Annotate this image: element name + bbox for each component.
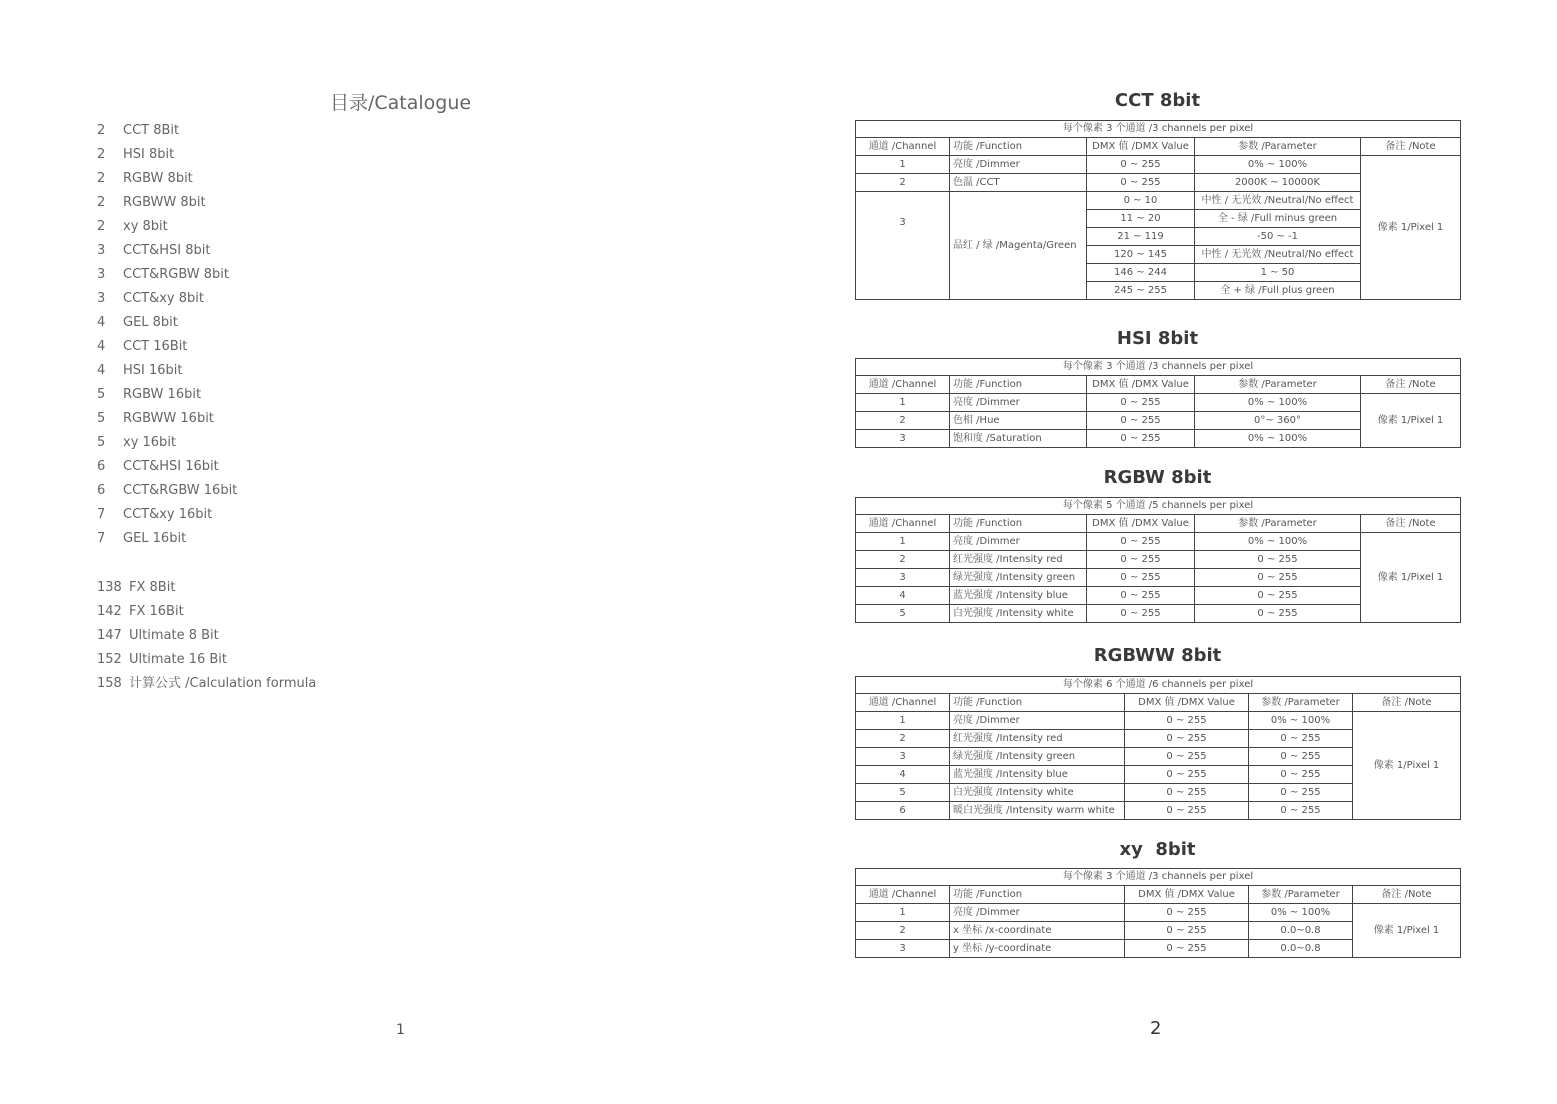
toc-entry[interactable] <box>97 527 237 551</box>
channel-cell: 3 <box>856 192 950 300</box>
parameter-cell: 0% ~ 100% <box>1249 712 1353 730</box>
function-cell: 饱和度 /Saturation <box>950 430 1087 448</box>
xy-8bit-table <box>855 868 1461 958</box>
parameter-cell: 0 ~ 255 <box>1195 569 1361 587</box>
toc-label: RGBWW 16bit <box>123 411 214 426</box>
dmx-cell: 0 ~ 255 <box>1087 587 1195 605</box>
table-row <box>856 394 1461 412</box>
toc-label: GEL 16bit <box>123 531 187 546</box>
rgbww-8bit-title: RGBWW 8bit <box>1093 645 1222 666</box>
header-dmx: DMX 值 /DMX Value <box>1087 376 1195 394</box>
toc-page-number: 2 <box>97 219 106 234</box>
function-cell: x 坐标 /x-coordinate <box>950 922 1125 940</box>
toc-label: CCT 8Bit <box>123 123 180 138</box>
toc-label: CCT&HSI 8bit <box>123 243 211 258</box>
parameter-cell: 0 ~ 255 <box>1249 730 1353 748</box>
toc-label: CCT&xy 8bit <box>123 291 204 306</box>
channel-cell: 6 <box>856 802 950 820</box>
function-cell: 暖白光强度 /Intensity warm white <box>950 802 1125 820</box>
dmx-cell: 146 ~ 244 <box>1087 264 1195 282</box>
toc-entry[interactable] <box>97 576 316 600</box>
parameter-cell: 0°~ 360° <box>1195 412 1361 430</box>
dmx-cell: 245 ~ 255 <box>1087 282 1195 300</box>
parameter-cell: 0 ~ 255 <box>1249 766 1353 784</box>
note-cell: 像素 1/Pixel 1 <box>1353 712 1461 820</box>
header-function: 功能 /Function <box>950 886 1125 904</box>
toc-entry[interactable] <box>97 624 316 648</box>
header-channel: 通道 /Channel <box>856 694 950 712</box>
table-caption: 每个像素 3 个通道 /3 channels per pixel <box>856 121 1461 138</box>
parameter-cell: 0% ~ 100% <box>1195 394 1361 412</box>
header-channel: 通道 /Channel <box>856 515 950 533</box>
page-number-left: 1 <box>396 1022 405 1038</box>
dmx-cell: 0 ~ 255 <box>1125 712 1249 730</box>
channel-cell: 3 <box>856 430 950 448</box>
dmx-cell: 0 ~ 10 <box>1087 192 1195 210</box>
dmx-cell: 0 ~ 255 <box>1087 174 1195 192</box>
parameter-cell: 0% ~ 100% <box>1195 533 1361 551</box>
header-dmx: DMX 值 /DMX Value <box>1087 515 1195 533</box>
dmx-cell: 0 ~ 255 <box>1087 156 1195 174</box>
toc-entry[interactable] <box>97 335 237 359</box>
dmx-cell: 0 ~ 255 <box>1087 412 1195 430</box>
channel-cell: 3 <box>856 748 950 766</box>
function-cell: 绿光强度 /Intensity green <box>950 748 1125 766</box>
note-cell: 像素 1/Pixel 1 <box>1361 156 1461 300</box>
parameter-cell: 中性 / 无光效 /Neutral/No effect <box>1195 192 1361 210</box>
dmx-cell: 0 ~ 255 <box>1125 940 1249 958</box>
parameter-cell: 0 ~ 255 <box>1249 784 1353 802</box>
channel-cell: 1 <box>856 712 950 730</box>
toc-entry[interactable] <box>97 407 237 431</box>
table-row <box>856 533 1461 551</box>
dmx-cell: 0 ~ 255 <box>1087 394 1195 412</box>
toc-page-number: 7 <box>97 531 106 546</box>
hsi-8bit-table <box>855 358 1461 448</box>
toc-entry[interactable] <box>97 119 237 143</box>
parameter-cell: 2000K ~ 10000K <box>1195 174 1361 192</box>
header-dmx: DMX 值 /DMX Value <box>1125 694 1249 712</box>
toc-entry[interactable] <box>97 600 316 624</box>
toc-page-number: 142 <box>97 604 122 619</box>
parameter-cell: 0% ~ 100% <box>1195 430 1361 448</box>
function-cell: 蓝光强度 /Intensity blue <box>950 587 1087 605</box>
dmx-cell: 0 ~ 255 <box>1125 802 1249 820</box>
dmx-cell: 0 ~ 255 <box>1087 605 1195 623</box>
toc-page-number: 3 <box>97 267 106 282</box>
toc-entry[interactable] <box>97 383 237 407</box>
header-function: 功能 /Function <box>950 515 1087 533</box>
header-note: 备注 /Note <box>1361 376 1461 394</box>
parameter-cell: -50 ~ -1 <box>1195 228 1361 246</box>
parameter-cell: 0 ~ 255 <box>1195 551 1361 569</box>
toc-page-number: 3 <box>97 291 106 306</box>
dmx-cell: 0 ~ 255 <box>1125 784 1249 802</box>
catalogue-title: 目录/Catalogue <box>330 92 472 114</box>
toc-label: HSI 8bit <box>123 147 175 162</box>
channel-cell: 3 <box>856 569 950 587</box>
parameter-cell: 0.0~0.8 <box>1249 922 1353 940</box>
rgbw-8bit-table <box>855 497 1461 623</box>
header-function: 功能 /Function <box>950 376 1087 394</box>
table-caption: 每个像素 3 个通道 /3 channels per pixel <box>856 869 1461 886</box>
channel-cell: 3 <box>856 940 950 958</box>
toc-label: Ultimate 16 Bit <box>129 652 227 667</box>
function-cell: 红光强度 /Intensity red <box>950 551 1087 569</box>
toc-entry[interactable] <box>97 431 237 455</box>
toc-page-number: 4 <box>97 363 106 378</box>
toc-entry[interactable] <box>97 455 237 479</box>
channel-cell: 2 <box>856 730 950 748</box>
function-cell: y 坐标 /y-coordinate <box>950 940 1125 958</box>
rgbww-8bit-table <box>855 676 1461 820</box>
function-cell: 品红 / 绿 /Magenta/Green <box>950 192 1087 300</box>
toc-page-number: 4 <box>97 315 106 330</box>
function-cell: 绿光强度 /Intensity green <box>950 569 1087 587</box>
left-page <box>0 0 778 1104</box>
toc-page-number: 4 <box>97 339 106 354</box>
toc-entry[interactable] <box>97 311 237 335</box>
toc-label: GEL 8bit <box>123 315 178 330</box>
toc-label: Ultimate 8 Bit <box>129 628 219 643</box>
toc-page-number: 147 <box>97 628 122 643</box>
function-cell: 亮度 /Dimmer <box>950 394 1087 412</box>
toc-entry[interactable] <box>97 287 237 311</box>
channel-cell: 5 <box>856 784 950 802</box>
toc-entry[interactable] <box>97 648 316 672</box>
toc-label: xy 8bit <box>123 219 168 234</box>
parameter-cell: 1 ~ 50 <box>1195 264 1361 282</box>
dmx-cell: 21 ~ 119 <box>1087 228 1195 246</box>
page-number-right: 2 <box>1150 1018 1162 1039</box>
toc-label: RGBWW 8bit <box>123 195 206 210</box>
toc-entry[interactable] <box>97 479 237 503</box>
toc-entry[interactable] <box>97 167 237 191</box>
toc-entry[interactable] <box>97 191 237 215</box>
toc-page-number: 138 <box>97 580 122 595</box>
header-function: 功能 /Function <box>950 694 1125 712</box>
header-dmx: DMX 值 /DMX Value <box>1125 886 1249 904</box>
function-cell: 亮度 /Dimmer <box>950 156 1087 174</box>
toc-label: FX 16Bit <box>129 604 184 619</box>
toc-label: RGBW 8bit <box>123 171 193 186</box>
toc-page-number: 3 <box>97 243 106 258</box>
header-note: 备注 /Note <box>1353 886 1461 904</box>
channel-cell: 1 <box>856 394 950 412</box>
toc-page-number: 6 <box>97 483 106 498</box>
header-note: 备注 /Note <box>1353 694 1461 712</box>
rgbw-8bit-title: RGBW 8bit <box>1103 467 1212 488</box>
table-row <box>856 904 1461 922</box>
toc-entry[interactable] <box>97 359 237 383</box>
parameter-cell: 0 ~ 255 <box>1195 605 1361 623</box>
toc-entry[interactable] <box>97 263 237 287</box>
dmx-cell: 0 ~ 255 <box>1125 748 1249 766</box>
table-caption: 每个像素 3 个通道 /3 channels per pixel <box>856 359 1461 376</box>
toc-entry[interactable] <box>97 215 237 239</box>
toc-label: CCT 16Bit <box>123 339 188 354</box>
toc-page-number: 7 <box>97 507 106 522</box>
dmx-cell: 0 ~ 255 <box>1087 533 1195 551</box>
toc-page-number: 5 <box>97 387 106 402</box>
toc-entry[interactable] <box>97 672 316 696</box>
header-parameter: 参数 /Parameter <box>1195 515 1361 533</box>
toc-page-number: 2 <box>97 195 106 210</box>
channel-cell: 2 <box>856 551 950 569</box>
toc-primary-list <box>97 119 237 551</box>
toc-label: CCT&RGBW 8bit <box>123 267 230 282</box>
parameter-cell: 0% ~ 100% <box>1195 156 1361 174</box>
dmx-cell: 0 ~ 255 <box>1125 904 1249 922</box>
toc-page-number: 2 <box>97 171 106 186</box>
parameter-cell: 中性 / 无光效 /Neutral/No effect <box>1195 246 1361 264</box>
header-parameter: 参数 /Parameter <box>1249 694 1353 712</box>
toc-label: HSI 16bit <box>123 363 183 378</box>
header-parameter: 参数 /Parameter <box>1195 138 1361 156</box>
toc-label: CCT&xy 16bit <box>123 507 213 522</box>
toc-secondary-list <box>97 576 316 696</box>
dmx-cell: 0 ~ 255 <box>1087 569 1195 587</box>
dmx-cell: 0 ~ 255 <box>1125 922 1249 940</box>
function-cell: 色相 /Hue <box>950 412 1087 430</box>
channel-cell: 1 <box>856 904 950 922</box>
function-cell: 红光强度 /Intensity red <box>950 730 1125 748</box>
parameter-cell: 0 ~ 255 <box>1249 748 1353 766</box>
table-row <box>856 156 1461 174</box>
header-channel: 通道 /Channel <box>856 376 950 394</box>
header-channel: 通道 /Channel <box>856 138 950 156</box>
dmx-cell: 0 ~ 255 <box>1125 730 1249 748</box>
channel-cell: 2 <box>856 174 950 192</box>
channel-cell: 5 <box>856 605 950 623</box>
channel-cell: 4 <box>856 587 950 605</box>
channel-cell: 2 <box>856 922 950 940</box>
header-parameter: 参数 /Parameter <box>1249 886 1353 904</box>
header-parameter: 参数 /Parameter <box>1195 376 1361 394</box>
header-function: 功能 /Function <box>950 138 1087 156</box>
function-cell: 亮度 /Dimmer <box>950 712 1125 730</box>
toc-page-number: 158 <box>97 676 122 691</box>
note-cell: 像素 1/Pixel 1 <box>1353 904 1461 958</box>
parameter-cell: 全 - 绿 /Full minus green <box>1195 210 1361 228</box>
header-channel: 通道 /Channel <box>856 886 950 904</box>
toc-label: xy 16bit <box>123 435 177 450</box>
header-note: 备注 /Note <box>1361 138 1461 156</box>
function-cell: 蓝光强度 /Intensity blue <box>950 766 1125 784</box>
table-caption: 每个像素 6 个通道 /6 channels per pixel <box>856 677 1461 694</box>
toc-entry[interactable] <box>97 239 237 263</box>
toc-page-number: 2 <box>97 123 106 138</box>
channel-cell: 1 <box>856 156 950 174</box>
dmx-cell: 0 ~ 255 <box>1125 766 1249 784</box>
xy-8bit-title: xy 8bit <box>1119 839 1196 860</box>
parameter-cell: 0.0~0.8 <box>1249 940 1353 958</box>
note-cell: 像素 1/Pixel 1 <box>1361 533 1461 623</box>
function-cell: 亮度 /Dimmer <box>950 533 1087 551</box>
header-dmx: DMX 值 /DMX Value <box>1087 138 1195 156</box>
toc-page-number: 6 <box>97 459 106 474</box>
cct-8bit-table <box>855 120 1461 300</box>
toc-label: CCT&RGBW 16bit <box>123 483 238 498</box>
dmx-cell: 0 ~ 255 <box>1087 551 1195 569</box>
toc-page-number: 5 <box>97 435 106 450</box>
function-cell: 亮度 /Dimmer <box>950 904 1125 922</box>
toc-entry[interactable] <box>97 503 237 527</box>
table-caption: 每个像素 5 个通道 /5 channels per pixel <box>856 498 1461 515</box>
parameter-cell: 0% ~ 100% <box>1249 904 1353 922</box>
header-note: 备注 /Note <box>1361 515 1461 533</box>
dmx-cell: 11 ~ 20 <box>1087 210 1195 228</box>
function-cell: 白光强度 /Intensity white <box>950 784 1125 802</box>
hsi-8bit-title: HSI 8bit <box>1116 328 1199 349</box>
table-row <box>856 712 1461 730</box>
parameter-cell: 全 + 绿 /Full plus green <box>1195 282 1361 300</box>
toc-label: RGBW 16bit <box>123 387 202 402</box>
toc-label: CCT&HSI 16bit <box>123 459 219 474</box>
channel-cell: 1 <box>856 533 950 551</box>
channel-cell: 2 <box>856 412 950 430</box>
function-cell: 色温 /CCT <box>950 174 1087 192</box>
function-cell: 白光强度 /Intensity white <box>950 605 1087 623</box>
parameter-cell: 0 ~ 255 <box>1195 587 1361 605</box>
toc-entry[interactable] <box>97 143 237 167</box>
toc-label: 计算公式 /Calculation formula <box>129 676 317 691</box>
note-cell: 像素 1/Pixel 1 <box>1361 394 1461 448</box>
cct-8bit-title: CCT 8bit <box>1114 90 1201 111</box>
toc-label: FX 8Bit <box>129 580 176 595</box>
parameter-cell: 0 ~ 255 <box>1249 802 1353 820</box>
toc-page-number: 152 <box>97 652 122 667</box>
channel-cell: 4 <box>856 766 950 784</box>
right-page <box>778 0 1557 1104</box>
toc-page-number: 5 <box>97 411 106 426</box>
toc-page-number: 2 <box>97 147 106 162</box>
dmx-cell: 0 ~ 255 <box>1087 430 1195 448</box>
dmx-cell: 120 ~ 145 <box>1087 246 1195 264</box>
